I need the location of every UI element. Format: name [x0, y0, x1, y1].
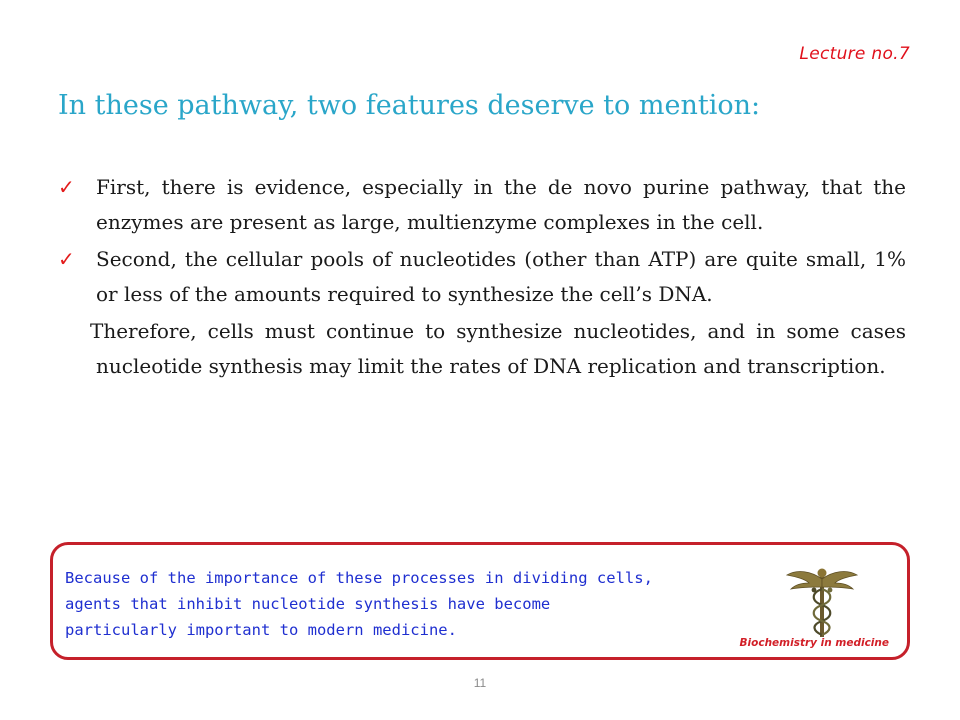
check-icon: ✓ — [58, 175, 75, 199]
lecture-label: Lecture no.7 — [799, 44, 910, 64]
callout-box — [50, 542, 910, 660]
caduceus-icon — [751, 565, 897, 639]
callout-line: agents that inhibit nucleotide synthesis have become — [65, 595, 551, 613]
page-number: 11 — [473, 676, 487, 690]
biochemistry-emblem — [739, 565, 897, 655]
bullet-point — [58, 170, 906, 239]
bullet-text: First, there is evidence, especially in the de novo purine pathway, that the enzymes are present as large, multienzyme complexes in the cell. — [96, 175, 906, 234]
callout-line: particularly important to modern medicine. — [65, 621, 457, 639]
emblem-caption: Biochemistry in medicine — [739, 637, 889, 649]
bullet-point — [58, 242, 906, 311]
bullet-text: Second, the cellular pools of nucleotides (other than ATP) are quite small, 1% or less of the amounts required to synthesize the cell’s DNA. — [96, 247, 906, 306]
conclusion-paragraph: Therefore, cells must continue to synthesize nucleotides, and in some cases nucleotide synthesis may limit the rates of DNA replication and transcription. — [90, 319, 906, 378]
callout-text — [65, 565, 785, 643]
slide-body — [58, 170, 906, 383]
check-icon: ✓ — [58, 247, 75, 271]
callout-line: Because of the importance of these processes in dividing cells, — [65, 569, 653, 587]
slide-title: In these pathway, two features deserve to mention: — [58, 90, 761, 121]
